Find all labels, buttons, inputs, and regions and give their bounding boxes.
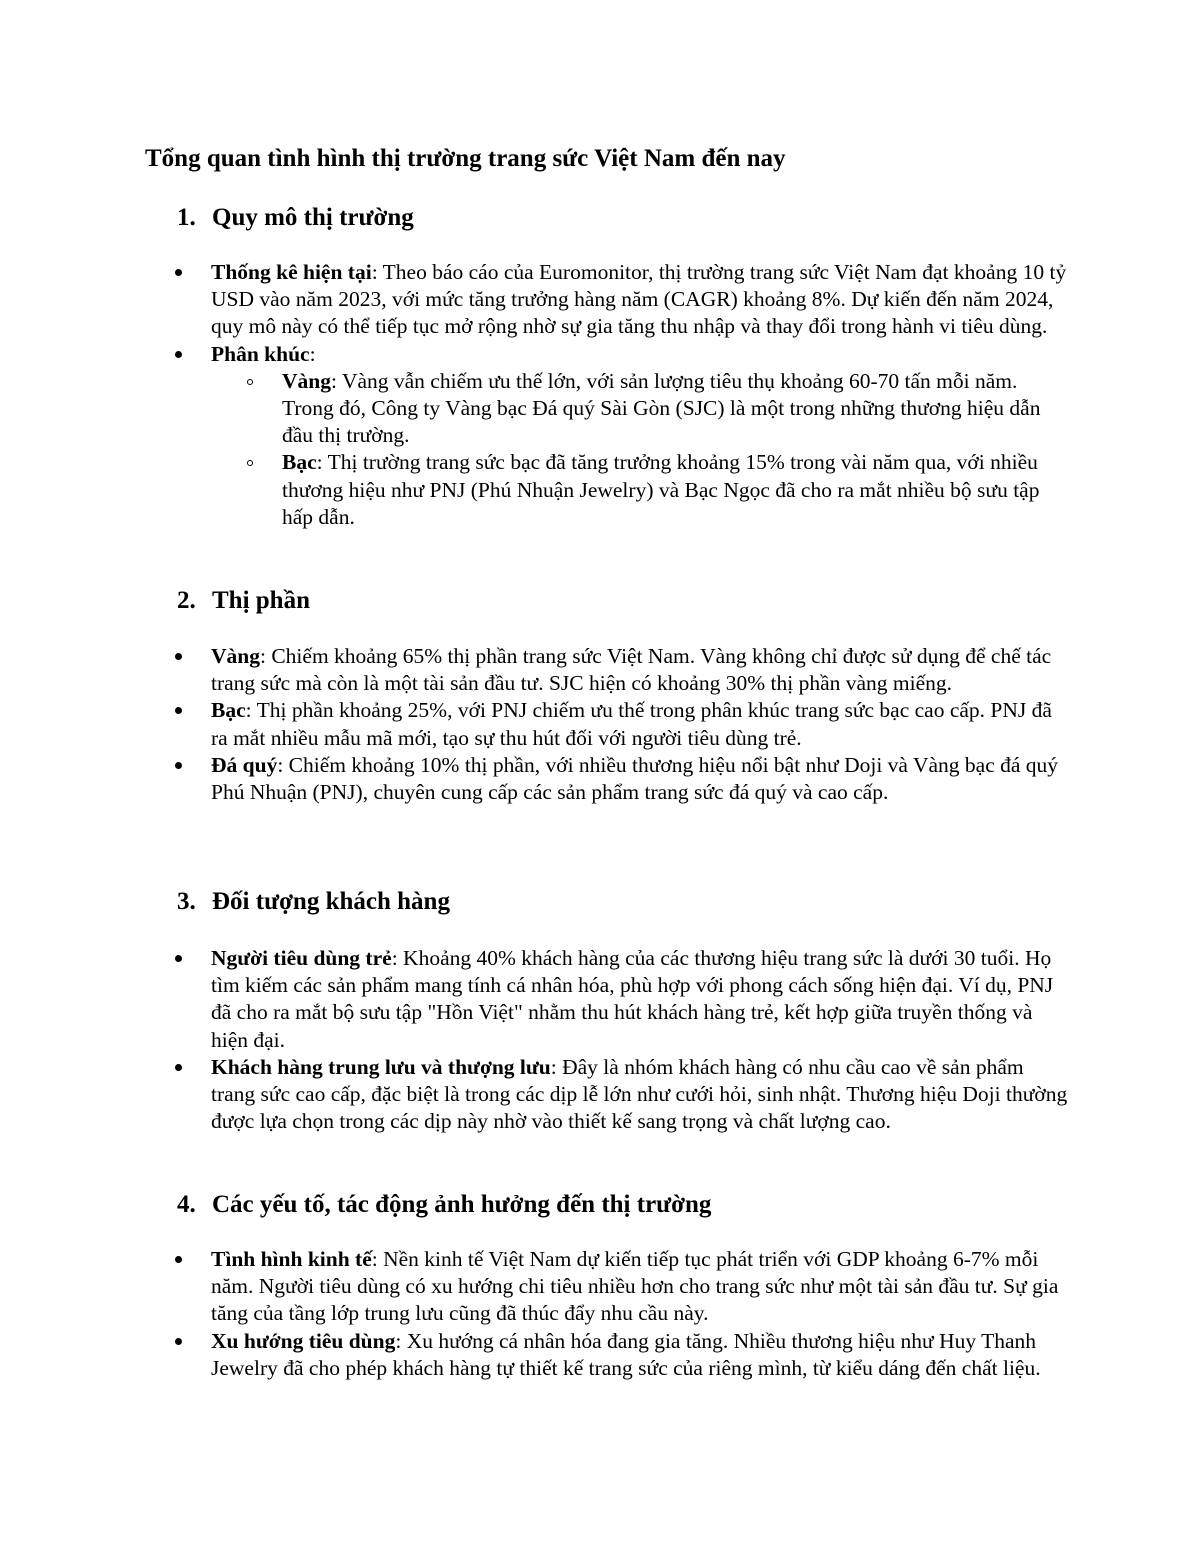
document-title: Tổng quan tình hình thị trường trang sức Việt Nam đến nay	[145, 145, 786, 172]
section-heading-4	[177, 1188, 711, 1222]
item-label: Xu hướng tiêu dùng	[211, 1328, 396, 1353]
bullet-icon	[175, 1064, 182, 1071]
section-4-list	[0, 1246, 1200, 1382]
bullet-icon	[175, 269, 182, 276]
list-item	[0, 643, 1071, 697]
item-label: Khách hàng trung lưu và thượng lưu	[211, 1054, 551, 1079]
bullet-icon	[175, 351, 182, 358]
section-title: Thị phần	[212, 587, 310, 614]
list-item	[0, 341, 1071, 531]
sub-list-item	[282, 368, 1057, 450]
section-3-list	[0, 945, 1200, 1135]
bullet-icon	[175, 762, 182, 769]
item-text: : Vàng vẫn chiếm ưu thế lớn, với sản lượng tiêu thụ khoảng 60-70 tấn mỗi năm. Trong đó, Công ty Vàng bạc Đá quý Sài Gòn (SJC) là một trong những thương hiệu dẫn đầu thị trường.	[282, 368, 1041, 448]
item-text: : Đây là nhóm khách hàng có nhu cầu cao về sản phẩm trang sức cao cấp, đặc biệt là trong các dịp lễ lớn như cưới hỏi, sinh nhật. Thương hiệu Doji thường được lựa chọn trong các dịp này nhờ vào thiết kế sang trọng và chất lượng cao.	[211, 1054, 1068, 1134]
item-text: : Chiếm khoảng 65% thị phần trang sức Việt Nam. Vàng không chỉ được sử dụng để chế tác trang sức mà còn là một tài sản đầu tư. SJC hiện có khoảng 30% thị phần vàng miếng.	[211, 644, 1052, 696]
sub-list	[211, 368, 1071, 531]
item-label: Thống kê hiện tại	[211, 260, 372, 284]
item-label: Bạc	[282, 450, 317, 475]
bullet-icon	[175, 707, 182, 714]
section-number: 1.	[177, 204, 196, 231]
item-text: : Thị phần khoảng 25%, với PNJ chiếm ưu thế trong phân khúc trang sức bạc cao cấp. PNJ đã ra mắt nhiều mẫu mã mới, tạo sự thu hút đối với người tiêu dùng trẻ.	[211, 698, 1052, 750]
list-item	[0, 1054, 1071, 1136]
bullet-icon	[175, 1256, 182, 1263]
item-text: : Theo báo cáo của Euromonitor, thị trường trang sức Việt Nam đạt khoảng 10 tỷ USD vào năm 2023, với mức tăng trưởng hàng năm (CAGR) khoảng 8%. Dự kiến đến năm 2024, quy mô này có thể tiếp tục mở rộng nhờ sự gia tăng thu nhập và thay đổi trong hành vi tiêu dùng.	[211, 260, 1067, 339]
item-label: Vàng	[211, 644, 260, 668]
item-text: : Xu hướng cá nhân hóa đang gia tăng. Nhiều thương hiệu như Huy Thanh Jewelry đã cho phép khách hàng tự thiết kế trang sức của riêng mình, từ kiểu dáng đến chất liệu.	[211, 1328, 1041, 1380]
list-item	[0, 697, 1071, 751]
section-2-list	[0, 643, 1200, 806]
section-heading-1	[177, 201, 414, 235]
bullet-icon	[175, 653, 182, 660]
item-label: Tình hình kinh tế	[211, 1247, 372, 1271]
item-label: Người tiêu dùng trẻ	[211, 946, 392, 970]
item-label: Đá quý	[211, 752, 278, 777]
section-title: Quy mô thị trường	[212, 204, 414, 231]
list-item	[0, 259, 1071, 341]
item-label: Bạc	[211, 698, 246, 723]
bullet-icon	[175, 1338, 182, 1345]
list-item	[0, 1246, 1071, 1328]
section-title: Các yếu tố, tác động ảnh hưởng đến thị trường	[212, 1191, 712, 1218]
item-text: : Khoảng 40% khách hàng của các thương hiệu trang sức là dưới 30 tuổi. Họ tìm kiếm các sản phẩm mang tính cá nhân hóa, phù hợp với phong cách sống hiện đại. Ví dụ, PNJ đã cho ra mắt bộ sưu tập "Hồn Việt" nhằm thu hút khách hàng trẻ, kết hợp giữa truyền thống và hiện đại.	[211, 946, 1054, 1052]
item-text: : Chiếm khoảng 10% thị phần, với nhiều thương hiệu nổi bật như Doji và Vàng bạc đá quý Phú Nhuận (PNJ), chuyên cung cấp các sản phẩm trang sức đá quý và cao cấp.	[211, 752, 1059, 805]
list-item	[0, 945, 1071, 1054]
list-item	[0, 1328, 1071, 1382]
circle-bullet-icon	[247, 379, 253, 385]
section-number: 4.	[177, 1191, 196, 1218]
section-title: Đối tượng khách hàng	[212, 888, 450, 915]
item-text: : Thị trường trang sức bạc đã tăng trưởng khoảng 15% trong vài năm qua, với nhiều thương hiệu như PNJ (Phú Nhuận Jewelry) và Bạc Ngọc đã cho ra mắt nhiều bộ sưu tập hấp dẫn.	[282, 450, 1040, 529]
item-text: :	[309, 341, 316, 366]
section-heading-3	[177, 885, 450, 919]
section-number: 3.	[177, 888, 196, 915]
item-label: Vàng	[282, 368, 331, 393]
circle-bullet-icon	[247, 460, 253, 466]
section-1-list	[0, 259, 1200, 531]
bullet-icon	[175, 955, 182, 962]
item-label: Phân khúc	[211, 341, 310, 366]
item-text: : Nền kinh tế Việt Nam dự kiến tiếp tục phát triển với GDP khoảng 6-7% mỗi năm. Người tiêu dùng có xu hướng chi tiêu nhiều hơn cho trang sức như một tài sản đầu tư. Sự gia tăng của tầng lớp trung lưu cũng đã thúc đẩy nhu cầu này.	[211, 1247, 1059, 1326]
section-number: 2.	[177, 587, 196, 614]
list-item	[0, 752, 1071, 806]
sub-list-item	[282, 449, 1057, 531]
section-heading-2	[177, 584, 310, 618]
